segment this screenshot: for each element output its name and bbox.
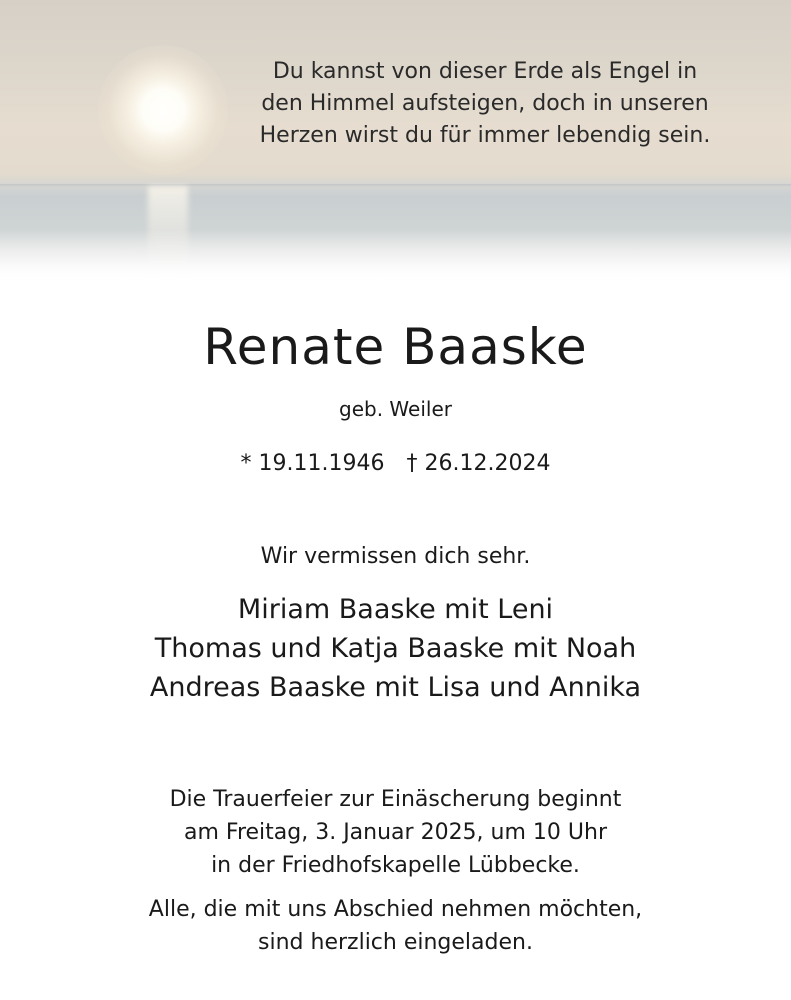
service-line: in der Friedhofskapelle Lübbecke. <box>211 853 580 878</box>
service-line: am Freitag, 3. Januar 2025, um 10 Uhr <box>183 820 607 845</box>
service-line: Die Trauerfeier zur Einäscherung beginnt <box>169 787 622 812</box>
maiden-name: geb. Weiler <box>339 397 452 421</box>
death-date: † 26.12.2024 <box>406 451 551 476</box>
verse-line: Du kannst von dieser Erde als Engel in <box>272 59 698 84</box>
invitation-line: sind herzlich eingeladen. <box>258 930 533 955</box>
life-dates <box>0 451 791 476</box>
funeral-service-info <box>0 783 791 882</box>
mourner-line: Thomas und Katja Baaske mit Noah <box>154 633 637 664</box>
horizon-line <box>0 184 791 187</box>
deceased-name: Renate Baaske <box>203 318 588 376</box>
invitation-text <box>0 893 791 959</box>
mourners-list <box>0 590 791 707</box>
verse-line: den Himmel aufsteigen, doch in unseren <box>261 91 709 116</box>
mourner-line: Miriam Baaske mit Leni <box>237 594 554 625</box>
mourner-line: Andreas Baaske mit Lisa und Annika <box>149 672 642 703</box>
birth-date: * 19.11.1946 <box>240 451 385 476</box>
memorial-verse <box>200 56 770 152</box>
invitation-line: Alle, die mit uns Abschied nehmen möchten, <box>148 897 643 922</box>
image-fade <box>0 230 791 280</box>
verse-line: Herzen wirst du für immer lebendig sein. <box>259 123 711 148</box>
farewell-message: Wir vermissen dich sehr. <box>260 544 531 569</box>
